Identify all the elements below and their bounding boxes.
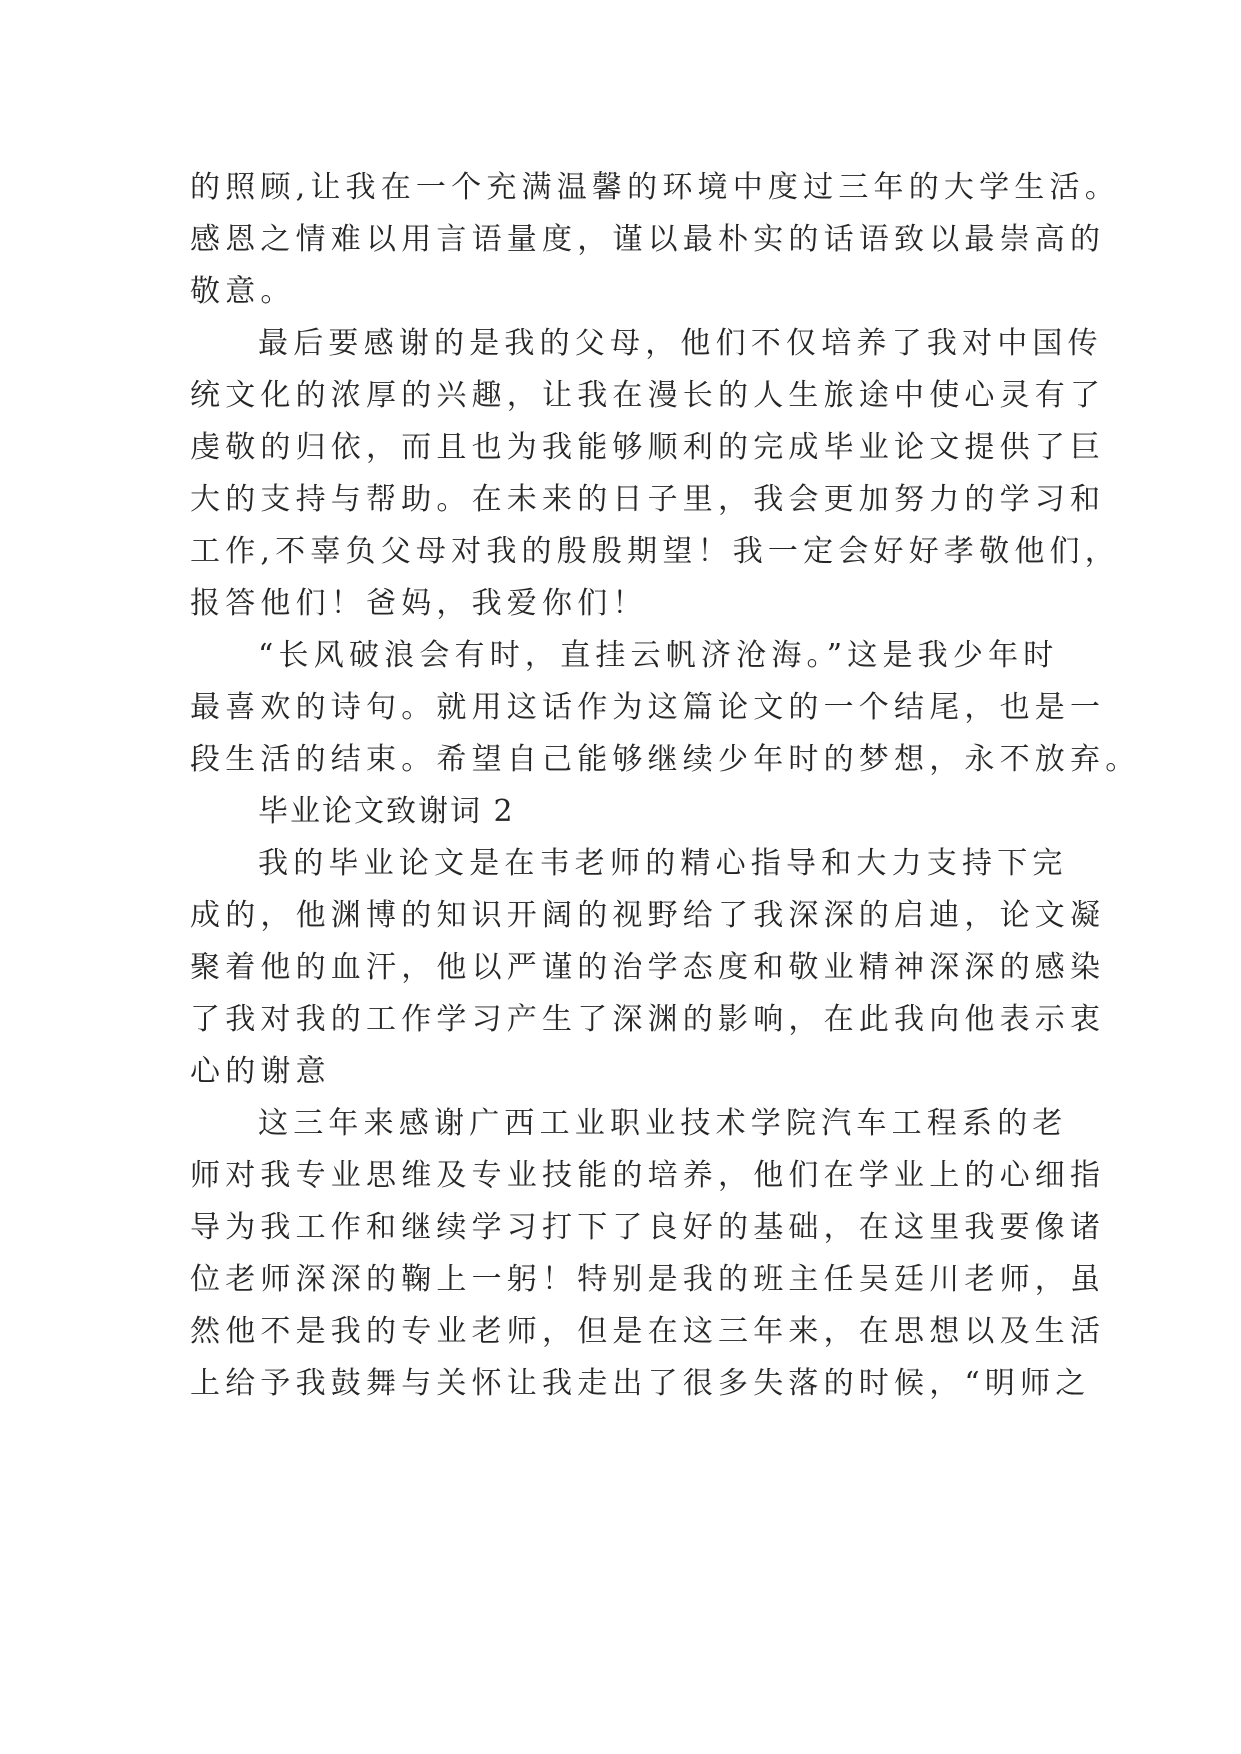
text-line: 师对我专业思维及专业技能的培养，他们在学业上的心细指	[190, 1158, 1106, 1193]
text-line: 虔敬的归依，而且也为我能够顺利的完成毕业论文提供了巨	[190, 430, 1106, 465]
text-line: 敬意。	[190, 274, 296, 309]
text-line: 心的谢意	[190, 1054, 331, 1089]
text-line: “长风破浪会有时，直挂云帆济沧海。”这是我少年时	[258, 638, 1059, 673]
text-line: 报答他们！爸妈，我爱你们！	[190, 586, 648, 621]
section-heading: 毕业论文致谢词 2	[258, 794, 515, 829]
text-line: 大的支持与帮助。在未来的日子里，我会更加努力的学习和	[190, 482, 1106, 517]
text-line: 上给予我鼓舞与关怀让我走出了很多失落的时候，“明师之	[190, 1366, 1091, 1401]
text-line: 导为我工作和继续学习打下了良好的基础，在这里我要像诸	[190, 1210, 1106, 1245]
text-line: 了我对我的工作学习产生了深渊的影响，在此我向他表示衷	[190, 1002, 1106, 1037]
text-line: 工作,不辜负父母对我的殷殷期望！我一定会好好孝敬他们，	[190, 534, 1120, 569]
text-line: 的照顾,让我在一个充满温馨的环境中度过三年的大学生活。	[190, 170, 1120, 205]
body-text	[190, 162, 1141, 1410]
text-line: 聚着他的血汗，他以严谨的治学态度和敬业精神深深的感染	[190, 950, 1106, 985]
text-line: 统文化的浓厚的兴趣，让我在漫长的人生旅途中使心灵有了	[190, 378, 1106, 413]
text-line: 这三年来感谢广西工业职业技术学院汽车工程系的老	[258, 1106, 1068, 1141]
text-line: 感恩之情难以用言语量度，谨以最朴实的话语致以最崇高的	[190, 222, 1106, 257]
text-line: 成的，他渊博的知识开阔的视野给了我深深的启迪，论文凝	[190, 898, 1106, 933]
text-line: 最后要感谢的是我的父母，他们不仅培养了我对中国传	[258, 326, 1103, 361]
text-line: 我的毕业论文是在韦老师的精心指导和大力支持下完	[258, 846, 1068, 881]
text-line: 最喜欢的诗句。就用这话作为这篇论文的一个结尾，也是一	[190, 690, 1106, 725]
text-line: 段生活的结束。希望自己能够继续少年时的梦想，永不放弃。	[190, 742, 1141, 777]
text-line: 然他不是我的专业老师，但是在这三年来，在思想以及生活	[190, 1314, 1106, 1349]
text-line: 位老师深深的鞠上一躬！特别是我的班主任吴廷川老师，虽	[190, 1262, 1106, 1297]
